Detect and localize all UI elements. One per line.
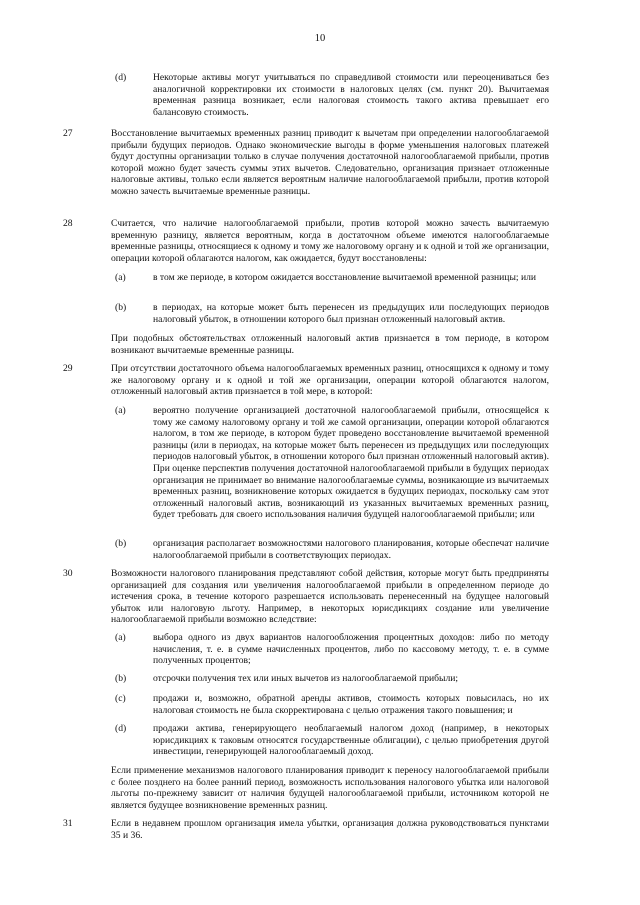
paragraph-text: Считается, что наличие налогооблагаемой прибыли, против которой можно зачесть вычитаемую временную разницу, является вероятным, когда в достаточном объеме имеются налогооблагаемые временные разницы, относящиеся к одному и тому же налоговому органу и к одной и той же организации, операции которой облагаются налогом, как ожидается, будут восстановлены: xyxy=(111,218,549,264)
item-marker: (b) xyxy=(115,302,127,313)
paragraph-text: Если в недавнем прошлом организация имела убытки, организация должна руководствоваться пунктами 35 и 36. xyxy=(111,818,549,841)
item-marker: (a) xyxy=(115,405,126,416)
item-marker: (b) xyxy=(115,673,127,684)
paragraph-number: 28 xyxy=(63,218,73,229)
paragraph-text: При подобных обстоятельствах отложенный налоговый актив признается в том периоде, в котором возникают вычитаемые временные разницы. xyxy=(111,333,549,356)
item-text: продажи и, возможно, обратной аренды активов, стоимость которых повысилась, но их налоговая стоимость не была скорректирована с целью отражения такого повышения; и xyxy=(153,693,549,716)
item-marker: (b) xyxy=(115,538,127,549)
item-text: в том же периоде, в котором ожидается восстановление вычитаемой временной разницы; или xyxy=(153,272,537,283)
item-text: продажи актива, генерирующего необлагаемый налогом доход (например, в некоторых юрисдикциях к таковым относятся государственные облигации), с целью приобретения другой инвестиции, генерирующей налогооблагаемый доход. xyxy=(153,723,549,758)
item-text: в периодах, на которые может быть перенесен из предыдущих или последующих периодов налоговый убыток, в отношении которого был признан отложенный налоговый актив. xyxy=(153,302,549,325)
item-marker: (a) xyxy=(115,272,126,283)
paragraph-text: Если применение механизмов налогового планирования приводит к переносу налогооблагаемой прибыли с более позднего на более ранний период, возможность использования налогового убытка или налоговой льготы по-прежнему зависит от наличия будущей налогооблагаемой прибыли, источником которой не является будущее возникновение временных разниц. xyxy=(111,765,549,811)
item-text: выбора одного из двух вариантов налогообложения процентных доходов: либо по методу начисления, т. е. в сумме начисленных процентов, либо по кассовому методу, т. е. в сумме полученных процентов; xyxy=(153,632,549,667)
item-marker: (a) xyxy=(115,632,126,643)
page-number: 10 xyxy=(314,33,326,44)
item-text: организация располагает возможностями налогового планирования, которые обеспечат наличие налогооблагаемой прибыли в соответствующих периодах. xyxy=(153,538,549,561)
item-marker: (d) xyxy=(115,72,127,83)
item-marker: (d) xyxy=(115,723,127,734)
paragraph-number: 31 xyxy=(63,818,73,829)
item-text: отсрочки получения тех или иных вычетов из налогооблагаемой прибыли; xyxy=(153,673,459,684)
paragraph-text: При отсутствии достаточного объема налогооблагаемых временных разниц, относящихся к одному и тому же налоговому органу и к одной и той же организации, операции которой облагаются налогом, отложенный налоговый актив признается в той мере, в которой: xyxy=(111,363,549,398)
paragraph-text: Восстановление вычитаемых временных разниц приводит к вычетам при определении налогооблагаемой прибыли будущих периодов. Однако экономические выгоды в форме уменьшения налоговых платежей будут доступны организации только в случае получения достаточной налогооблагаемой прибыли, против которой можно будет зачесть суммы этих вычетов. Следовательно, организация признает отложенные налоговые активы, только если является вероятным наличие налогооблагаемой прибыли, против которой можно зачесть вычитаемые временные разницы. xyxy=(111,128,549,197)
paragraph-text: Возможности налогового планирования представляют собой действия, которые могут быть предприняты организацией для создания или увеличения налогооблагаемой прибыли в определенном периоде до истечения срока, в течение которого разрешается использовать перенесенный на будущее налоговый убыток или налоговую льготу. Например, в некоторых юрисдикциях создание или увеличение налогооблагаемой прибыли возможно вследствие: xyxy=(111,568,549,626)
paragraph-number: 30 xyxy=(63,568,73,579)
item-text: Некоторые активы могут учитываться по справедливой стоимости или переоцениваться без аналогичной корректировки их стоимости в налоговых целях (см. пункт 20). Вычитаемая временная разница возникает, если налоговая стоимость такого актива превышает его балансовую стоимость. xyxy=(153,72,549,118)
paragraph-number: 27 xyxy=(63,128,73,139)
item-text: вероятно получение организацией достаточной налогооблагаемой прибыли, относящейся к тому же самому налоговому органу и той же самой организации, операции которой облагаются налогом, в том же периоде, в котором будет проведено восстановление вычитаемой временной разницы (или в периодах, на которые может быть перенесен из предыдущих или последующих периодов налоговый убыток, в отношении которого был признан отложенный налоговый актив). При оценке перспектив получения достаточной налогооблагаемой прибыли в будущих периодах организация не принимает во внимание налогооблагаемые суммы, возникающие из вычитаемых временных разниц, возникновение которых ожидается в будущих периодах, поскольку сам этот отложенный налоговый актив, возникающий из указанных вычитаемых временных разниц, будет требовать для своего использования наличия будущей налогооблагаемой прибыли; или xyxy=(153,405,549,521)
paragraph-number: 29 xyxy=(63,363,73,374)
item-marker: (c) xyxy=(115,693,126,704)
